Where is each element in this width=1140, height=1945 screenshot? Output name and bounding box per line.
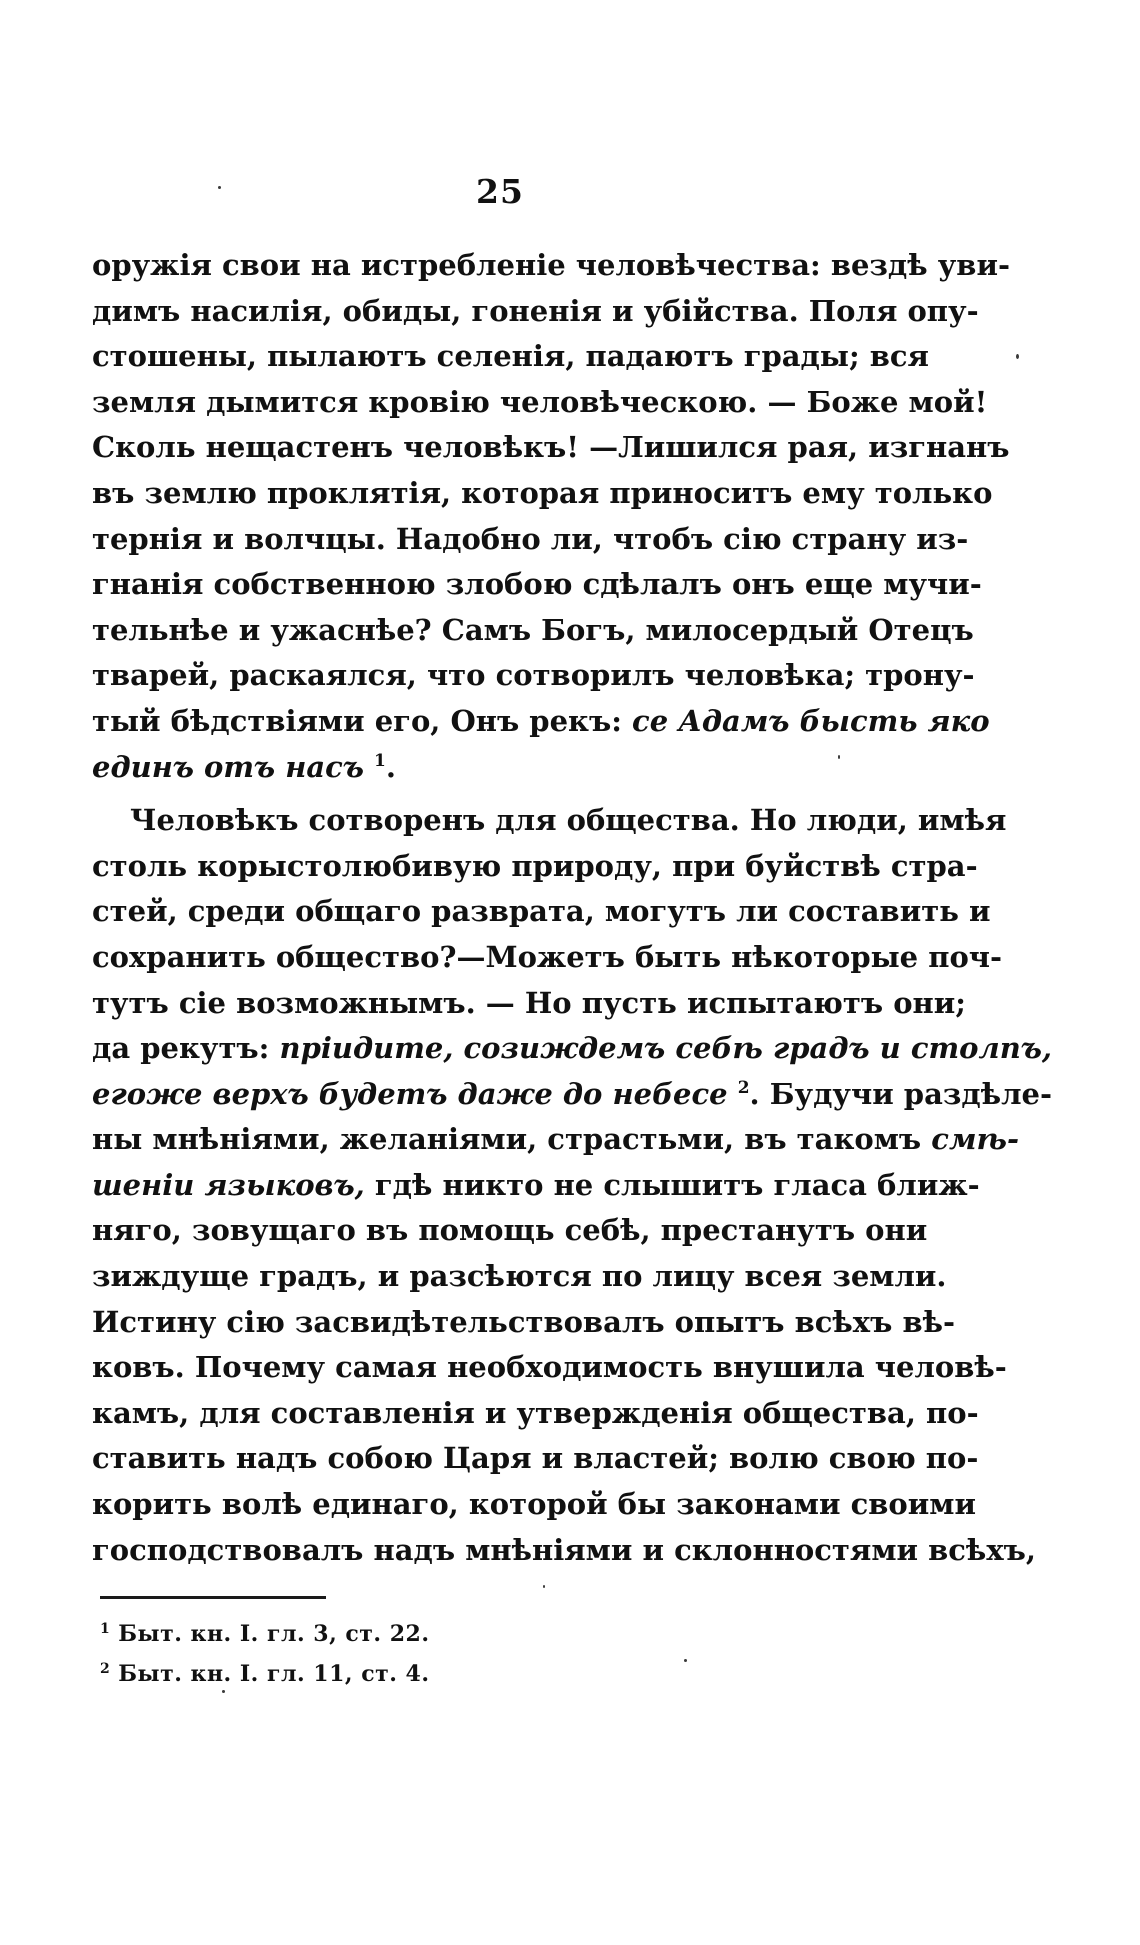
footnote-text: Быт. кн. I. гл. 11, ст. 4. (118, 1661, 430, 1687)
scripture-quote: пріидите, созиждемъ себѣ градъ и столпъ, (279, 1031, 1053, 1066)
text-run: гдѣ никто не слышитъ гласа ближ- (374, 1167, 980, 1202)
text-line (92, 699, 990, 745)
footnote-ref: 1 (374, 750, 386, 771)
text-run: . (385, 749, 396, 784)
text-line: тельнѣе и ужаснѣе? Самъ Богъ, милосердый Отецъ (92, 612, 974, 647)
scripture-quote: егоже верхъ будетъ даже до небесе (92, 1076, 728, 1111)
text-line (92, 1163, 980, 1209)
text-line: земля дымится кровію человѣческою. — Боже мой! (92, 384, 988, 419)
text-line (92, 1117, 1019, 1163)
footnotes (100, 1614, 800, 1694)
text-run: . Будучи раздѣле- (749, 1076, 1053, 1111)
footnote-text: Быт. кн. I. гл. 3, ст. 22. (118, 1621, 430, 1647)
page-number: 25 (476, 172, 524, 211)
footnote-divider (100, 1596, 326, 1599)
text-line (92, 1072, 1053, 1118)
text-line: господствовалъ надъ мнѣніями и склонностями всѣхъ, (92, 1532, 1036, 1567)
text-line: тварей, раскаялся, что сотворилъ человѣка; трону- (92, 658, 975, 693)
ink-speck (543, 1585, 545, 1588)
text-line: оружія свои на истребленіе человѣчества: вездѣ уви- (92, 248, 1011, 282)
text-line: столь корыстолюбивую природу, при буйствѣ стра- (92, 848, 978, 883)
scripture-quote: единъ отъ насъ (92, 749, 364, 784)
footnote-mark: 1 (100, 1621, 111, 1637)
text-line: стей, среди общаго разврата, могутъ ли составить и (92, 894, 991, 929)
text-line: ставить надъ собою Царя и властей; волю свою по- (92, 1441, 979, 1476)
text-line: гнанія собственною злобою сдѣлалъ онъ еще мучи- (92, 567, 982, 602)
text-line: камъ, для составленія и утвержденія общества, по- (92, 1395, 979, 1430)
footnote-ref: 2 (737, 1077, 750, 1098)
text-line: Человѣкъ сотворенъ для общества. Но люди, имѣя (130, 803, 1007, 838)
text-line (92, 745, 918, 791)
footnote-mark: 2 (100, 1661, 111, 1677)
text-line: ковъ. Почему самая необходимость внушила человѣ- (92, 1350, 1007, 1385)
footnote (100, 1614, 800, 1654)
text-line: тутъ сіе возможнымъ. — Но пусть испытаютъ они; (92, 985, 966, 1020)
italic-phrase: смѣ- (931, 1122, 1019, 1157)
text-run: тый бѣдствіями его, Онъ рекъ: (92, 703, 622, 738)
ink-speck (1016, 354, 1019, 359)
text-line: въ землю проклятія, которая приноситъ ему только (92, 475, 993, 510)
italic-phrase: шеніи языковъ, (92, 1167, 365, 1202)
text-line: сохранить общество?—Можетъ быть нѣкоторые поч- (92, 939, 1003, 974)
text-line: димъ насилія, обиды, гоненія и убійства. Поля опу- (92, 293, 979, 328)
text-line: няго, зовущаго въ помощь себѣ, престанутъ они (92, 1213, 928, 1248)
text-line (92, 1026, 1053, 1072)
text-line: стошены, пылаютъ селенія, падаютъ грады; вся (92, 339, 929, 374)
body-text (92, 243, 1053, 1573)
scripture-quote: се Адамъ бысть яко (632, 703, 990, 738)
text-line: зиждуще градъ, и разсѣются по лицу всея земли. (92, 1259, 947, 1294)
text-line: корить волѣ единаго, которой бы законами своими (92, 1487, 976, 1522)
footnote (100, 1654, 800, 1694)
text-line: Истину сію засвидѣтельствовалъ опытъ всѣхъ вѣ- (92, 1304, 956, 1339)
text-run: ны мнѣніями, желаніями, страстьми, въ такомъ (92, 1122, 922, 1157)
text-run: да рекутъ: (92, 1031, 270, 1066)
text-line: тернія и волчцы. Надобно ли, чтобъ сію страну из- (92, 521, 969, 556)
text-line: Сколь нещастенъ человѣкъ! —Лишился рая, изгнанъ (92, 430, 1010, 465)
